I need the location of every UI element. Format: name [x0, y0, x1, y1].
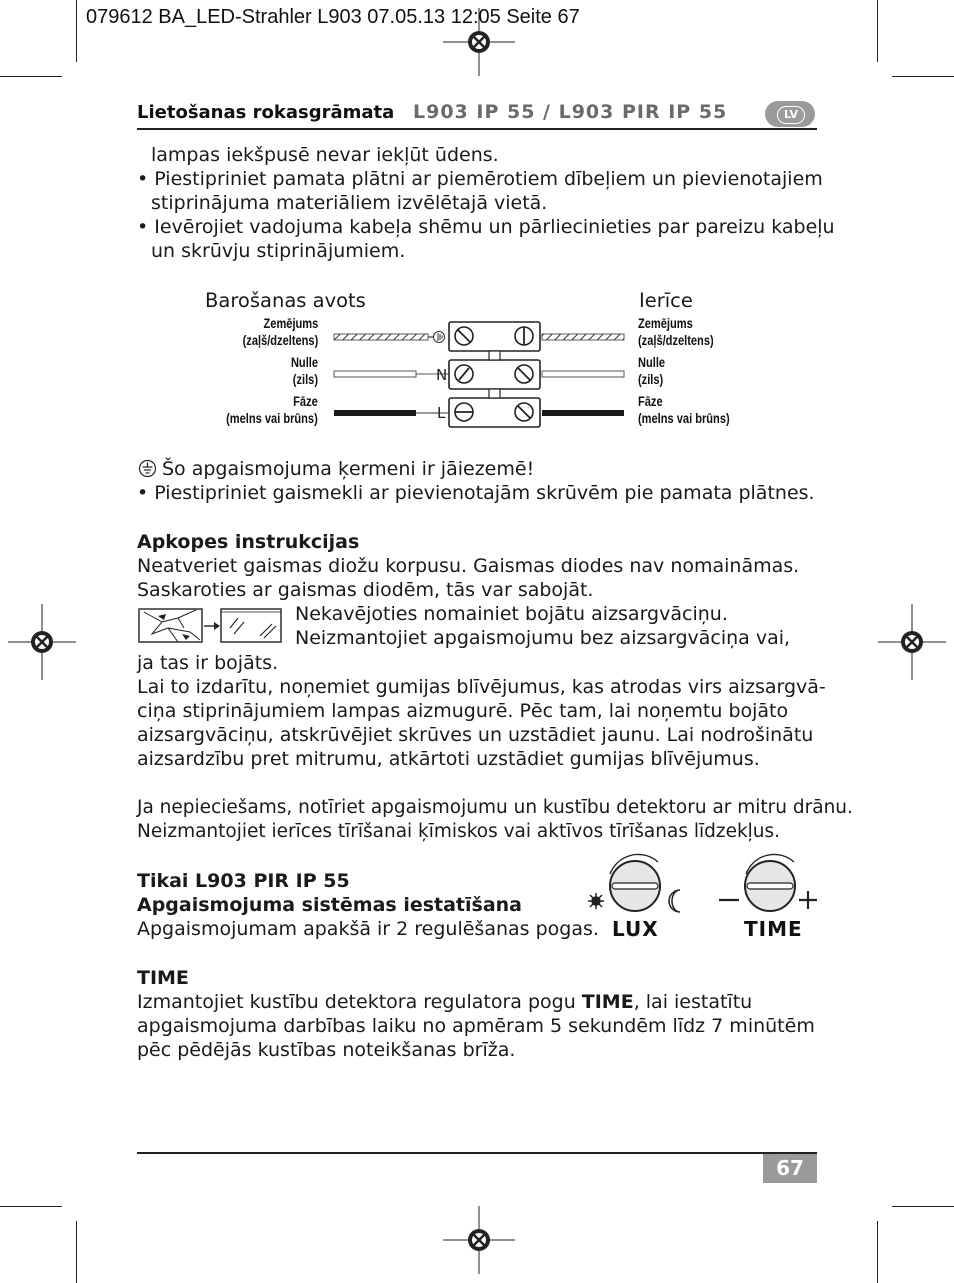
wire-label-ground-right	[638, 316, 714, 349]
earth-symbol-icon	[434, 332, 445, 343]
cleaning-line: Neizmantojiet ierīces tīrīšanai ķīmiskos vai aktīvos tīrīšanas līdzekļus.	[137, 821, 781, 842]
maintenance-line: Saskaroties ar gaismas diodēm, tās var sabojāt.	[137, 579, 594, 601]
crop-mark	[877, 0, 878, 62]
crop-mark	[0, 1206, 62, 1207]
wire-label-neutral-right	[638, 355, 665, 388]
model-title: L903 IP 55 / L903 PIR IP 55	[413, 101, 728, 123]
time-line-text: Izmantojiet kustību detektora regulatora pogu	[137, 991, 582, 1013]
print-header: 079612 BA_LED-Strahler L903 07.05.13 12:05 Seite 67	[86, 6, 580, 28]
intro-line: un skrūvju stiprinājumiem.	[151, 240, 406, 262]
maintenance-line: ciņa stiprinājumiem lampas aizmugurē. Pēc tam, lai noņemtu bojāto	[137, 700, 789, 722]
neutral-wire-left	[334, 371, 416, 377]
terminal-block-diagram	[330, 318, 630, 434]
wire-color: (zaļš/dzeltens)	[242, 332, 318, 348]
intro-line: • Piestipriniet pamata plātni ar piemērotiem dībeļiem un pievienotajiem	[137, 168, 823, 190]
registration-mark-icon	[878, 604, 946, 680]
language-badge	[765, 101, 815, 127]
broken-cover-replace-icon	[138, 606, 284, 646]
time-knob-icon[interactable]	[716, 852, 820, 920]
wire-name: Nulle	[638, 355, 666, 370]
device-title: Ierīce	[639, 289, 693, 312]
crop-mark	[0, 76, 62, 77]
maintenance-line: Lai to izdarītu, noņemiet gumijas blīvējumus, kas atrodas virs aizsargvā-	[137, 676, 826, 698]
sun-icon	[588, 893, 604, 909]
time-line: pēc pēdējās kustības noteikšanas brīža.	[137, 1039, 516, 1061]
plus-icon	[799, 891, 817, 909]
power-source-title: Barošanas avots	[205, 289, 366, 312]
neutral-wire-right	[542, 371, 624, 377]
time-line: apgaismojuma darbības laiku no apmēram 5 sekundēm līdz 7 minūtēm	[137, 1015, 815, 1037]
ground-wire-left	[334, 334, 428, 340]
earth-symbol-icon	[138, 459, 157, 478]
maintenance-line: ja tas ir bojāts.	[137, 652, 279, 674]
page-number: 67	[763, 1154, 817, 1183]
wire-color: (melns vai brūns)	[638, 410, 730, 426]
ground-wire-right	[542, 334, 624, 340]
maintenance-heading: Apkopes instrukcijas	[137, 531, 360, 553]
wire-label-ground-left	[242, 316, 318, 349]
time-line-text: , lai iestatītu	[633, 991, 753, 1013]
phase-wire-left	[334, 410, 416, 416]
ground-warning: Šo apgaismojuma ķermeni ir jāiezemē!	[162, 458, 535, 480]
crop-mark	[892, 1206, 954, 1207]
terminal-label-n: N	[436, 366, 448, 384]
lux-label: LUX	[612, 917, 659, 941]
intro-line: stiprinājuma materiāliem izvēlētajā vietā.	[151, 192, 548, 214]
wire-name: Fāze	[638, 394, 663, 409]
wire-label-phase-left	[226, 394, 318, 427]
time-label: TIME	[744, 917, 803, 941]
maintenance-line: aizsargvāciņu, atskrūvējiet skrūves un uzstādiet jaunu. Lai nodrošinātu	[137, 724, 814, 746]
crop-mark	[76, 1221, 77, 1283]
intro-line: • Ievērojiet vadojuma kabeļa shēmu un pārliecinieties par pareizu kabeļu	[137, 216, 835, 238]
lux-knob-icon[interactable]	[584, 852, 694, 920]
time-line	[137, 990, 752, 1014]
cleaning-line: Ja nepieciešams, notīriet apgaismojumu un kustību detektoru ar mitru drānu.	[137, 797, 853, 818]
pir-subheading: Apgaismojuma sistēmas iestatīšana	[137, 894, 523, 916]
wire-label-phase-right	[638, 394, 730, 427]
footer-divider	[137, 1152, 817, 1154]
crop-mark	[877, 1221, 878, 1283]
mount-instruction: • Piestipriniet gaismekli ar pievienotajām skrūvēm pie pamata plātnes.	[137, 482, 815, 504]
pir-heading: Tikai L903 PIR IP 55	[137, 870, 350, 892]
time-heading: TIME	[137, 967, 189, 989]
crop-mark	[76, 0, 77, 62]
header-divider	[137, 128, 817, 130]
wire-name: Zemējums	[263, 316, 318, 331]
wire-color: (melns vai brūns)	[226, 410, 318, 426]
time-keyword: TIME	[581, 991, 634, 1013]
registration-mark-icon	[8, 604, 76, 680]
language-code: LV	[777, 106, 805, 124]
wire-label-neutral-left	[291, 355, 318, 388]
registration-mark-icon	[443, 1206, 515, 1274]
cover-instruction: Nekavējoties nomainiet bojātu aizsargvāciņu.	[295, 603, 728, 625]
manual-title: Lietošanas rokasgrāmata	[137, 102, 395, 123]
terminal-label-l: L	[437, 404, 446, 422]
wire-color: (zaļš/dzeltens)	[638, 332, 714, 348]
wire-name: Fāze	[293, 394, 318, 409]
maintenance-line: aizsardzību pret mitrumu, atkārtoti uzstādiet gumijas blīvējumus.	[137, 748, 760, 770]
phase-wire-right	[542, 410, 624, 416]
wire-name: Zemējums	[638, 316, 693, 331]
wire-color: (zils)	[292, 371, 318, 387]
wire-color: (zils)	[638, 371, 664, 387]
intro-line: lampas iekšpusē nevar iekļūt ūdens.	[151, 144, 499, 166]
maintenance-line: Neatveriet gaismas diožu korpusu. Gaismas diodes nav nomaināmas.	[137, 555, 800, 577]
moon-icon	[669, 890, 680, 912]
cover-instruction: Neizmantojiet apgaismojumu bez aizsargvāciņa vai,	[295, 627, 791, 649]
crop-mark	[892, 76, 954, 77]
pir-line: Apgaismojumam apakšā ir 2 regulēšanas pogas.	[137, 918, 599, 940]
wire-name: Nulle	[290, 355, 318, 370]
